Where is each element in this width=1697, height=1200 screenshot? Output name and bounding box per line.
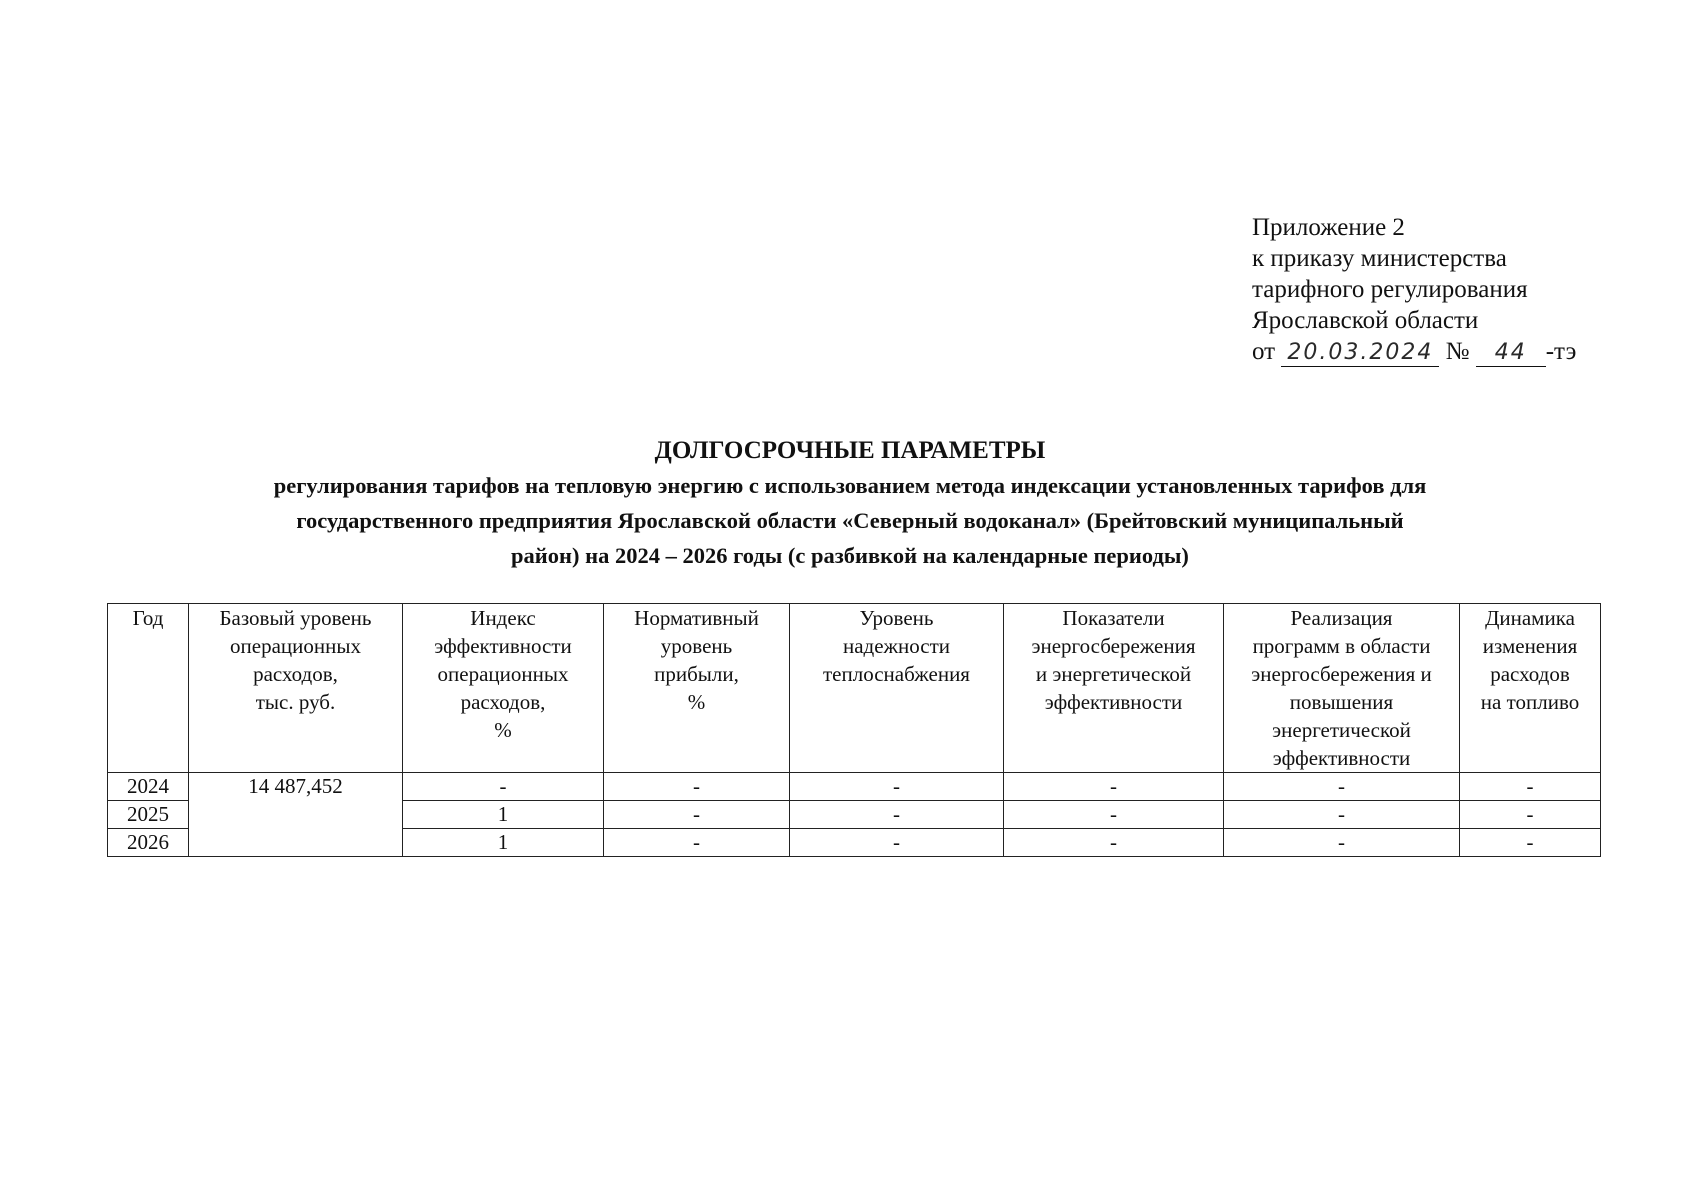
cell-fuel-dynamics: - — [1460, 829, 1601, 857]
header-line: операционных — [437, 662, 569, 686]
header-line: Реализация — [1290, 606, 1393, 630]
cell-reliability: - — [790, 801, 1004, 829]
header-line: повышения — [1289, 690, 1394, 714]
cell-profit-level: - — [604, 801, 790, 829]
cell-reliability: - — [790, 829, 1004, 857]
cell-energy-programs: - — [1224, 829, 1460, 857]
title-subtitle — [100, 468, 1600, 573]
cell-profit-level: - — [604, 829, 790, 857]
annex-line-3: тарифного регулирования — [1252, 276, 1528, 303]
annex-line-1: Приложение 2 — [1252, 214, 1405, 241]
header-line: энергосбережения и — [1251, 662, 1432, 686]
header-line: энергосбережения — [1031, 634, 1196, 658]
header-line: эффективности — [1272, 746, 1411, 770]
header-energy-programs — [1224, 604, 1460, 773]
header-line: расходов, — [460, 690, 546, 714]
header-line: расходов, — [253, 662, 338, 686]
cell-year: 2026 — [108, 829, 189, 857]
header-profit-level — [604, 604, 790, 773]
annex-number: 44 — [1476, 340, 1546, 367]
header-year — [108, 604, 189, 773]
cell-energy-programs: - — [1224, 801, 1460, 829]
header-line: эффективности — [434, 634, 572, 658]
header-line: и энергетической — [1035, 662, 1192, 686]
cell-base-level: 14 487,452 — [189, 773, 403, 857]
header-line: тыс. руб. — [255, 690, 336, 714]
header-energy-indicators — [1004, 604, 1224, 773]
title-main: ДОЛГОСРОЧНЫЕ ПАРАМЕТРЫ — [654, 437, 1046, 464]
header-line: Динамика — [1485, 606, 1575, 630]
header-base-level — [189, 604, 403, 773]
cell-profit-level: - — [604, 773, 790, 801]
header-line: Индекс — [470, 606, 536, 630]
document-title — [100, 434, 1600, 573]
annex-block — [1252, 212, 1576, 367]
title-sub-line: государственного предприятия Ярославской области «Северный водоканал» (Брейтовский муниципальный — [296, 508, 1404, 533]
cell-fuel-dynamics: - — [1460, 773, 1601, 801]
title-sub-line: регулирования тарифов на тепловую энергию с использованием метода индексации установленных тарифов для — [273, 473, 1427, 498]
header-line: Базовый уровень — [219, 606, 372, 630]
annex-line-2: к приказу министерства — [1252, 245, 1507, 272]
header-efficiency-index — [403, 604, 604, 773]
header-line: на топливо — [1480, 690, 1580, 714]
annex-number-label: № — [1445, 338, 1470, 365]
cell-efficiency-index: - — [403, 773, 604, 801]
table-header-row — [108, 604, 1601, 773]
header-line: надежности — [842, 634, 951, 658]
table-row — [108, 773, 1601, 801]
cell-energy-indicators: - — [1004, 773, 1224, 801]
header-line: прибыли, — [654, 662, 739, 686]
header-line: Уровень — [859, 606, 934, 630]
cell-efficiency-index: 1 — [403, 829, 604, 857]
cell-energy-programs: - — [1224, 773, 1460, 801]
header-line: Показатели — [1062, 606, 1165, 630]
header-line: теплоснабжения — [823, 662, 970, 686]
header-line: % — [494, 718, 512, 742]
annex-from-label: от — [1252, 338, 1276, 365]
cell-energy-indicators: - — [1004, 829, 1224, 857]
header-line: % — [687, 690, 706, 714]
title-sub-line: район) на 2024 – 2026 годы (с разбивкой на календарные периоды) — [511, 543, 1189, 568]
header-line: расходов — [1490, 662, 1570, 686]
header-reliability — [790, 604, 1004, 773]
header-fuel-dynamics — [1460, 604, 1601, 773]
header-line: уровень — [660, 634, 733, 658]
cell-fuel-dynamics: - — [1460, 801, 1601, 829]
cell-energy-indicators: - — [1004, 801, 1224, 829]
annex-suffix: -тэ — [1545, 338, 1577, 365]
annex-line-4: Ярославской области — [1252, 307, 1479, 334]
parameters-table — [107, 603, 1601, 857]
cell-reliability: - — [790, 773, 1004, 801]
header-line: программ в области — [1252, 634, 1431, 658]
header-line: Нормативный — [634, 606, 759, 630]
annex-date-line — [1252, 336, 1576, 367]
annex-date: 20.03.2024 — [1281, 340, 1439, 367]
header-line: изменения — [1482, 634, 1578, 658]
header-line: энергетической — [1272, 718, 1411, 742]
header-line: операционных — [230, 634, 361, 658]
cell-year: 2025 — [108, 801, 189, 829]
header-line: эффективности — [1044, 690, 1183, 714]
cell-year: 2024 — [108, 773, 189, 801]
cell-efficiency-index: 1 — [403, 801, 604, 829]
header-line: Год — [132, 606, 164, 630]
